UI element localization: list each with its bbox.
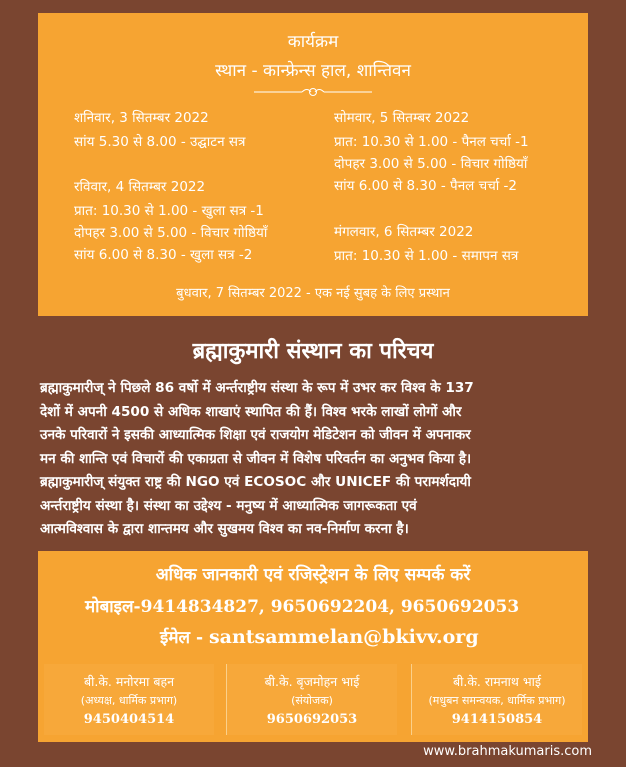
session: प्रात: 10.30 से 1.00 - पैनल चर्चा -1 bbox=[334, 134, 529, 150]
program-title: कार्यक्रम bbox=[287, 32, 339, 52]
contact-person bbox=[411, 664, 582, 735]
session: दोपहर 3.00 से 5.00 - विचार गोष्ठियाँ bbox=[334, 156, 528, 172]
contact-heading: अधिक जानकारी एवं रजिस्ट्रेशन के लिए सम्पर्क करें bbox=[155, 565, 471, 585]
day-date: सोमवार, 5 सितम्बर 2022 bbox=[334, 110, 470, 126]
session: प्रात: 10.30 से 1.00 - समापन सत्र bbox=[334, 248, 519, 264]
about-line: ब्रह्माकुमारीज् संयुक्त राष्ट्र की NGO एवं ECOSOC और UNICEF की परामर्शदायी bbox=[40, 474, 471, 490]
person-name: बी.के. बृजमोहन भाई bbox=[264, 674, 360, 689]
final-day: बुधवार, 7 सितम्बर 2022 - एक नई सुबह के लिए प्रस्थान bbox=[176, 286, 450, 301]
about-line: अर्न्तराष्ट्रीय संस्था है। संस्था का उद्देश्य - मनुष्य में आध्यात्मिक जागरूकता एवं bbox=[40, 497, 417, 514]
program-venue: स्थान - कान्फ्रेन्स हाल, शान्तिवन bbox=[215, 61, 411, 81]
contact-person bbox=[44, 664, 214, 735]
day-date: मंगलवार, 6 सितम्बर 2022 bbox=[334, 224, 474, 240]
session: सांय 6.00 से 8.30 - पैनल चर्चा -2 bbox=[334, 178, 518, 194]
day-monday bbox=[334, 107, 529, 197]
session: सांय 6.00 से 8.30 - खुला सत्र -2 bbox=[74, 247, 253, 263]
person-name: बी.के. रामनाथ भाई bbox=[452, 674, 542, 689]
ornament-divider-icon bbox=[250, 87, 376, 97]
about-line: मन की शान्ति एवं विचारों की एकाग्रता से जीवन में विशेष परिवर्तन का अनुभव किया है। bbox=[40, 450, 472, 467]
contact-email bbox=[160, 625, 479, 648]
person-phone[interactable]: 9414150854 bbox=[451, 712, 543, 727]
contact-panel bbox=[38, 551, 588, 742]
mobile-label: मोबाइल- bbox=[85, 597, 141, 617]
session: सांय 5.30 से 8.00 - उद्घाटन सत्र bbox=[74, 134, 246, 150]
day-sunday bbox=[74, 176, 267, 266]
contact-mobile bbox=[85, 594, 519, 617]
person-phone[interactable]: 9450404514 bbox=[83, 712, 175, 727]
website-link[interactable]: www.brahmakumaris.com bbox=[423, 744, 592, 759]
about-line: आत्मविश्वास के द्वारा शान्तमय और सुखमय विश्व का नव-निर्माण करना है। bbox=[40, 521, 409, 537]
day-saturday bbox=[74, 107, 245, 153]
about-title: ब्रह्माकुमारी संस्थान का परिचय bbox=[192, 339, 434, 364]
day-tuesday bbox=[334, 221, 518, 267]
about-text bbox=[40, 377, 586, 542]
person-role: (संयोजक) bbox=[291, 694, 333, 707]
day-date: शनिवार, 3 सितम्बर 2022 bbox=[74, 110, 209, 126]
program-panel bbox=[38, 13, 588, 316]
contact-person bbox=[226, 664, 397, 735]
about-line: ब्रह्माकुमारीज् ने पिछले 86 वर्षो में अर्न्तराष्ट्रीय संस्था के रूप में उभर कर विश्व के 137 bbox=[40, 380, 474, 396]
session: दोपहर 3.00 से 5.00 - विचार गोष्ठियाँ bbox=[74, 225, 268, 241]
day-date: रविवार, 4 सितम्बर 2022 bbox=[74, 179, 206, 195]
email-label: ईमेल - bbox=[160, 628, 209, 648]
person-role: (मधुबन समन्वयक, धार्मिक प्रभाग) bbox=[428, 694, 566, 707]
person-name: बी.के. मनोरमा बहन bbox=[83, 674, 175, 689]
person-role: (अध्यक्ष, धार्मिक प्रभाग) bbox=[80, 694, 178, 707]
session: प्रात: 10.30 से 1.00 - खुला सत्र -1 bbox=[74, 203, 264, 219]
person-phone[interactable]: 9650692053 bbox=[266, 712, 358, 727]
about-line: उनके परिवारों ने इसकी आध्यात्मिक शिक्षा एवं राजयोग मेडिटेशन को जीवन में अपनाकर bbox=[40, 427, 471, 443]
about-line: देशों में अपनी 4500 से अधिक शाखाएं स्थापित की हैं। विश्व भरके लाखों लोगों और bbox=[40, 403, 462, 420]
email-link[interactable]: santsammelan@bkivv.org bbox=[208, 626, 479, 648]
mobile-numbers[interactable]: 9414834827, 9650692204, 9650692053 bbox=[140, 597, 520, 617]
